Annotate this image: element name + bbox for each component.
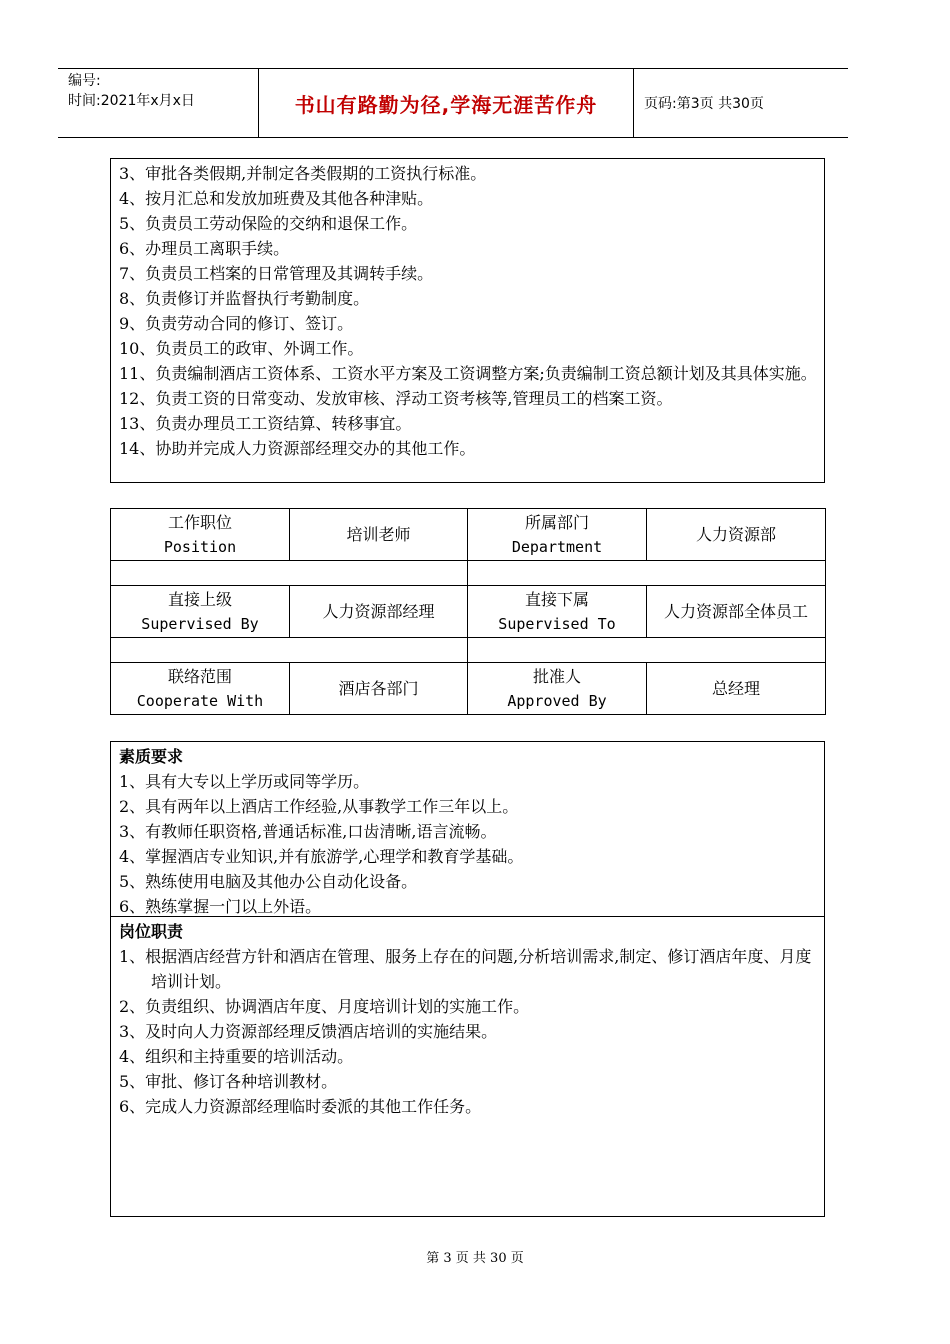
- duty-item: 8、负责修订并监督执行考勤制度。: [119, 289, 370, 308]
- responsibility-item: 1、根据酒店经营方针和酒店在管理、服务上存在的问题,分析培训需求,制定、修订酒店年度、月度培训计划。: [119, 947, 812, 991]
- department-label: [468, 509, 647, 561]
- responsibility-item: 6、完成人力资源部经理临时委派的其他工作任务。: [119, 1097, 482, 1116]
- approved-cn: 批准人: [532, 666, 581, 686]
- time-label: 时间:2021年x月x日: [68, 93, 195, 109]
- blank-cell: [111, 638, 468, 663]
- supervised-by-en: Supervised By: [141, 614, 259, 633]
- supervised-to-label: [468, 586, 647, 638]
- table-row-blank: [111, 561, 826, 586]
- supervised-by-cn: 直接上级: [167, 589, 232, 609]
- requirements-title: 素质要求: [119, 747, 184, 766]
- supervised-by-value: 人力资源部经理: [290, 586, 468, 638]
- blank-cell: [468, 638, 826, 663]
- duty-item: 12、负责工资的日常变动、发放审核、浮动工资考核等,管理员工的档案工资。: [119, 389, 673, 408]
- position-value: 培训老师: [290, 509, 468, 561]
- header-page-label: 页码:第3页 共30页: [644, 96, 764, 112]
- cooperate-en: Cooperate With: [136, 691, 264, 710]
- blank-cell: [468, 561, 826, 586]
- table-row: [111, 663, 826, 715]
- header-slogan: 书山有路勤为径,学海无涯苦作舟: [258, 69, 634, 137]
- department-value: 人力资源部: [647, 509, 826, 561]
- table-row: [111, 509, 826, 561]
- duty-item: 3、审批各类假期,并制定各类假期的工资执行标准。: [119, 164, 487, 183]
- page-footer: 第 3 页 共 30 页: [426, 1251, 524, 1266]
- responsibility-item: 4、组织和主持重要的培训活动。: [119, 1047, 354, 1066]
- blank-cell: [111, 561, 468, 586]
- cooperate-cn: 联络范围: [167, 666, 232, 686]
- position-label-cn: 工作职位: [167, 512, 232, 532]
- responsibility-item: 3、及时向人力资源部经理反馈酒店培训的实施结果。: [119, 1022, 498, 1041]
- table-row: [111, 586, 826, 638]
- requirement-item: 4、掌握酒店专业知识,并有旅游学,心理学和教育学基础。: [119, 847, 524, 866]
- requirement-item: 3、有教师任职资格,普通话标准,口齿清晰,语言流畅。: [119, 822, 497, 841]
- page-header: [58, 68, 848, 138]
- number-label: 编号:: [68, 73, 101, 89]
- duty-item: 10、负责员工的政审、外调工作。: [119, 339, 364, 358]
- table-row-blank: [111, 638, 826, 663]
- requirement-item: 6、熟练掌握一门以上外语。: [119, 897, 322, 916]
- position-label: [111, 509, 290, 561]
- approved-value: 总经理: [647, 663, 826, 715]
- duty-item: 7、负责员工档案的日常管理及其调转手续。: [119, 264, 434, 283]
- requirement-item: 5、熟练使用电脑及其他办公自动化设备。: [119, 872, 418, 891]
- duty-item: 11、负责编制酒店工资体系、工资水平方案及工资调整方案;负责编制工资总额计划及其具体实施。: [119, 364, 817, 383]
- supervised-to-en: Supervised To: [498, 614, 616, 633]
- requirements-box: [110, 741, 825, 1217]
- supervised-to-cn: 直接下属: [524, 589, 589, 609]
- approved-en: Approved By: [507, 691, 607, 710]
- duty-item: 9、负责劳动合同的修订、签订。: [119, 314, 354, 333]
- duty-item: 14、协助并完成人力资源部经理交办的其他工作。: [119, 439, 476, 458]
- department-label-en: Department: [511, 537, 603, 556]
- supervised-to-value: 人力资源部全体员工: [647, 586, 826, 638]
- duty-item: 4、按月汇总和发放加班费及其他各种津贴。: [119, 189, 434, 208]
- responsibility-item: 2、负责组织、协调酒店年度、月度培训计划的实施工作。: [119, 997, 530, 1016]
- header-meta: [58, 69, 258, 137]
- approved-label: [468, 663, 647, 715]
- supervised-by-label: [111, 586, 290, 638]
- requirements-section: [111, 742, 824, 917]
- responsibilities-section: [111, 917, 824, 1119]
- duties-continued-box: [110, 158, 825, 483]
- requirement-item: 2、具有两年以上酒店工作经验,从事教学工作三年以上。: [119, 797, 519, 816]
- position-info-table: [110, 508, 826, 715]
- responsibility-item: 5、审批、修订各种培训教材。: [119, 1072, 338, 1091]
- duty-item: 5、负责员工劳动保险的交纳和退保工作。: [119, 214, 418, 233]
- cooperate-value: 酒店各部门: [290, 663, 468, 715]
- duty-item: 6、办理员工离职手续。: [119, 239, 290, 258]
- duty-item: 13、负责办理员工工资结算、转移事宜。: [119, 414, 412, 433]
- responsibilities-title: 岗位职责: [119, 922, 184, 941]
- cooperate-label: [111, 663, 290, 715]
- requirement-item: 1、具有大专以上学历或同等学历。: [119, 772, 370, 791]
- department-label-cn: 所属部门: [524, 512, 589, 532]
- position-label-en: Position: [163, 537, 237, 556]
